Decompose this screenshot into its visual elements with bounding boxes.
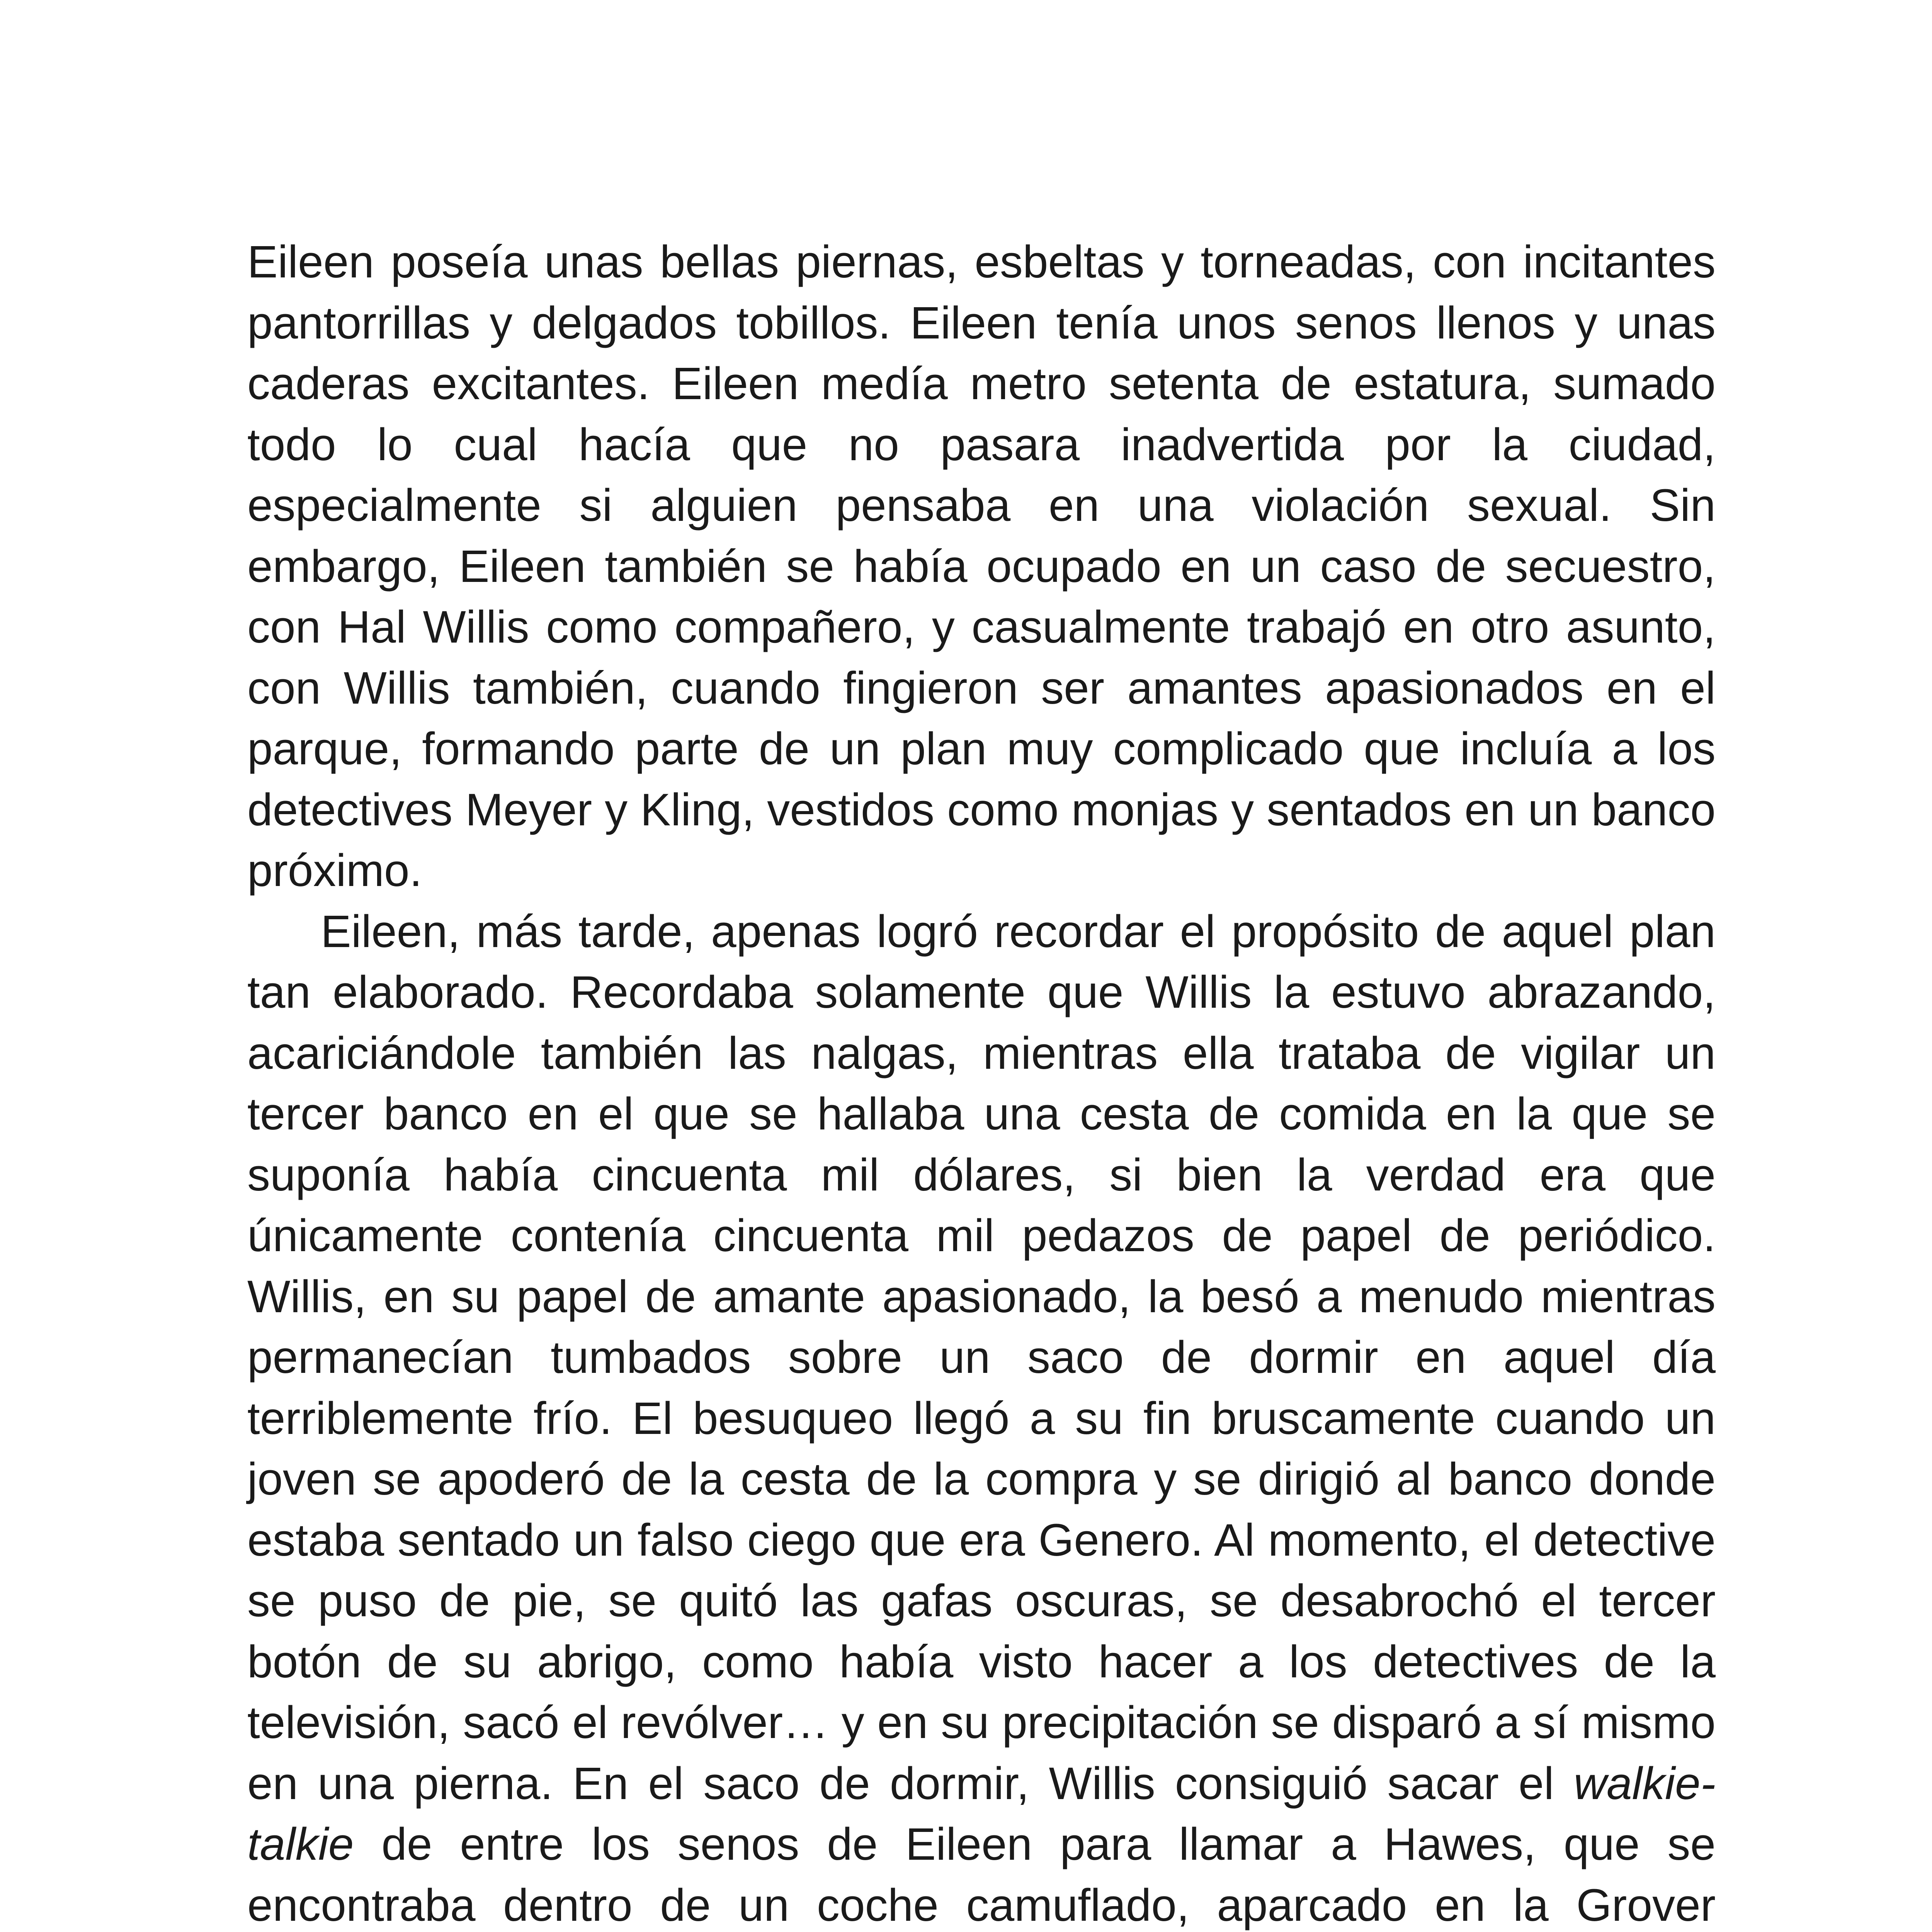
- body-text: [247, 232, 1716, 1932]
- paragraph-2: [247, 901, 1716, 1932]
- paragraph-2-text-after: de entre los senos de Eileen para llamar a Hawes, que se encontraba dentro de un coche camuflado, aparcado en la Grover: [247, 1819, 1716, 1931]
- paragraph-2-text-before: Eileen, más tarde, apenas logró recordar el propósito de aquel plan tan elaborado. Recordaba solamente que Willis la estuvo abrazando, acariciándole también las nalgas, mientras ella trataba de vigilar un tercer banco en el que se hallaba una cesta de comida en la que se suponía había cincuenta mil dólares, si bien la verdad era que únicamente contenía cincuenta mil pedazos de papel de periódico. Willis, en su papel de amante apasionado, la besó a menudo mientras permanecían tumbados sobre un saco de dormir en aquel día terriblemente frío. El besuqueo llegó a su fin bruscamente cuando un joven se apoderó de la cesta de la compra y se dirigió al banco donde estaba sentado un falso ciego que era Genero. Al momento, el detective se puso de pie, se quitó las gafas oscuras, se desabrochó el tercer botón de su abrigo, como había visto hacer a los detectives de la televisión, sacó el revólver… y en su precipitación se disparó a sí mismo en una pierna. En el saco de dormir, Willis consiguió sacar el: [247, 906, 1716, 1809]
- paragraph-1: Eileen poseía unas bellas piernas, esbeltas y torneadas, con incitantes pantorrillas y delgados tobillos. Eileen tenía unos senos llenos y unas caderas excitantes. Eileen medía metro setenta de estatura, sumado todo lo cual hacía que no pasara inadvertida por la ciudad, especialmente si alguien pensaba en una violación sexual. Sin embargo, Eileen también se había ocupado en un caso de secuestro, con Hal Willis como compañero, y casualmente trabajó en otro asunto, con Willis también, cuando fingieron ser amantes apasionados en el parque, formando parte de un plan muy complicado que incluía a los detectives Meyer y Kling, vestidos como monjas y sentados en un banco próximo.: [247, 236, 1716, 896]
- italic-term: walkie-talkie: [247, 1758, 1716, 1870]
